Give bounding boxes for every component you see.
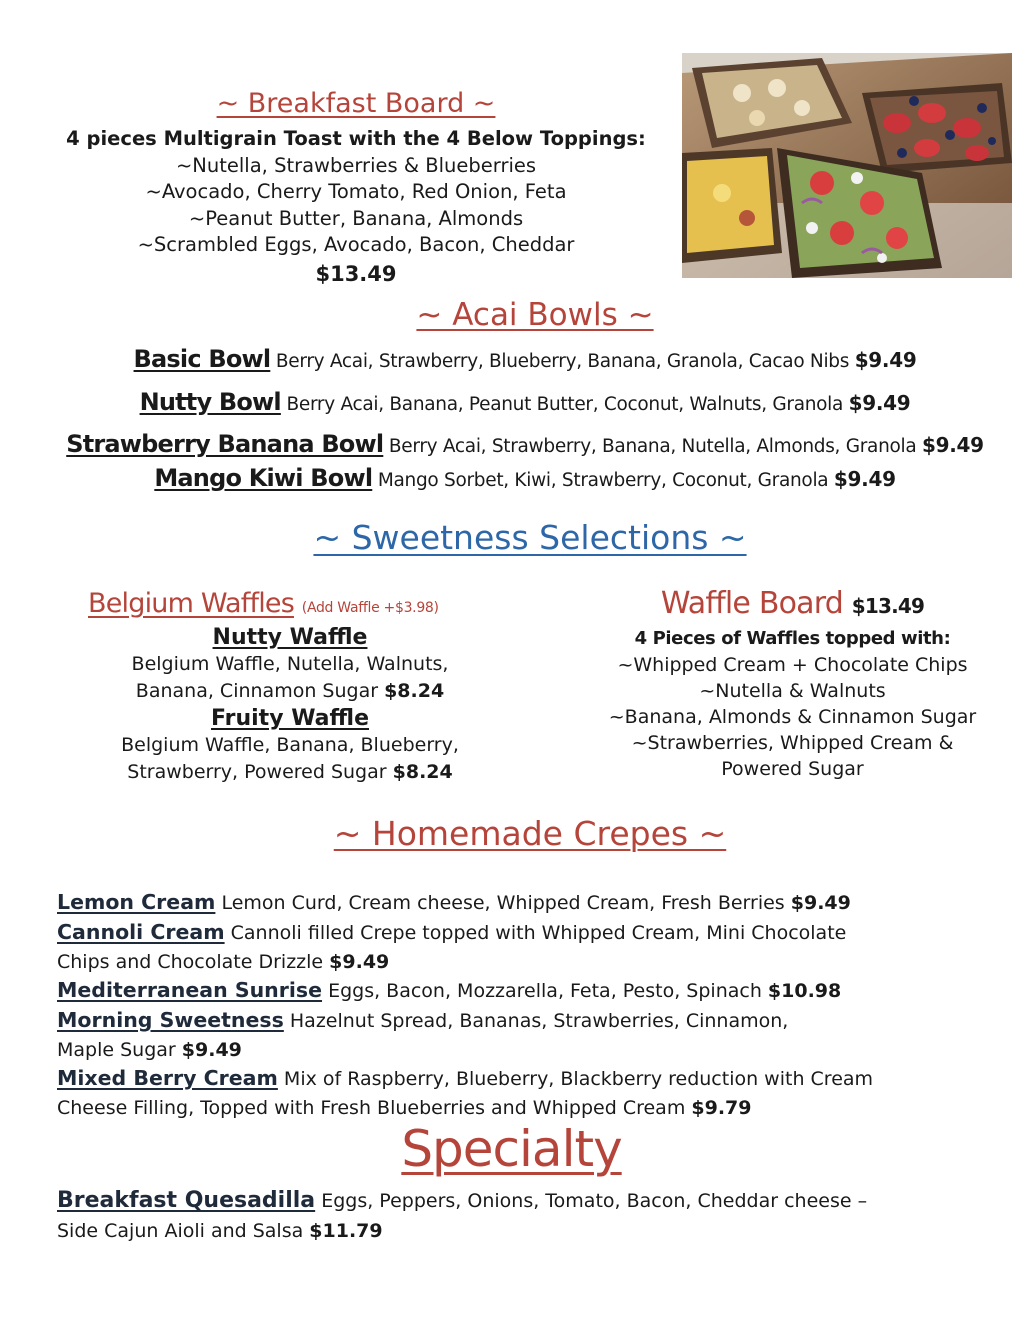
crepe-price: $9.49 [181,1039,242,1061]
crepe-price: $9.49 [790,892,851,914]
crepe-name: Cannoli Cream [57,920,225,944]
acai-item [60,464,990,492]
specialty-title: Specialty [401,1120,622,1178]
crepe-desc: Lemon Curd, Cream cheese, Whipped Cream, Fresh Berries [221,892,785,914]
waffle-desc-text: Banana, Cinnamon Sugar [135,680,379,702]
crepe-name: Morning Sweetness [57,1008,284,1032]
crepe-desc-cont-text: Chips and Chocolate Drizzle [57,951,324,973]
acai-item-desc: Mango Sorbet, Kiwi, Strawberry, Coconut, Granola [377,470,829,491]
breakfast-board-price: $13.49 [315,261,397,286]
topping-line: ~Avocado, Cherry Tomato, Red Onion, Feta [145,180,567,203]
waffle-board-subtitle: 4 Pieces of Waffles topped with: [634,628,951,649]
acai-item-name: Basic Bowl [133,345,271,373]
crepe-price: $9.49 [329,951,390,973]
crepe-desc-cont [57,1094,1017,1122]
waffle-board-details [560,626,1023,782]
waffle-desc-line: Belgium Waffle, Banana, Blueberry, [121,734,459,756]
belgium-waffles-heading: Belgium Waffles [88,588,294,619]
specialty-item [57,1186,1017,1246]
waffle-name: Nutty Waffle [212,625,368,650]
acai-item [60,430,990,458]
acai-bowls-title: ~ Acai Bowls ~ [416,297,654,333]
acai-item-name: Mango Kiwi Bowl [154,464,373,492]
crepe-item [57,888,1017,918]
crepe-name: Mixed Berry Cream [57,1066,278,1090]
breakfast-board-photo [682,53,1012,278]
crepe-item [57,1064,1017,1122]
breakfast-board-details [0,126,712,287]
waffle-board-line: ~Strawberries, Whipped Cream & [631,732,954,754]
crepe-item [57,918,1017,976]
waffle-price: $8.24 [384,680,445,702]
crepe-desc-cont [57,1036,1017,1064]
acai-item-name: Strawberry Banana Bowl [66,430,384,458]
waffle-desc-line [60,759,520,786]
specialty-desc-cont-text: Side Cajun Aioli and Salsa [57,1220,304,1242]
acai-item-price: $9.49 [922,433,984,457]
crepe-desc: Mix of Raspberry, Blueberry, Blackberry reduction with Cream [283,1068,874,1090]
specialty-name: Breakfast Quesadilla [57,1188,316,1213]
acai-item-name: Nutty Bowl [139,388,281,416]
breakfast-board-title: ~ Breakfast Board ~ [216,88,496,119]
topping-line: ~Peanut Butter, Banana, Almonds [188,206,524,230]
specialty-price: $11.79 [309,1220,383,1242]
acai-item [60,345,990,373]
crepe-name: Lemon Cream [57,890,216,914]
topping-line: ~Nutella, Strawberries & Blueberries [175,153,537,177]
belgium-waffles-list [60,624,520,786]
acai-item-desc: Berry Acai, Banana, Peanut Butter, Coconut, Walnuts, Granola [286,394,844,415]
crepe-name: Mediterranean Sunrise [57,978,323,1002]
acai-item-desc: Berry Acai, Strawberry, Blueberry, Banana, Granola, Cacao Nibs [275,351,850,372]
crepes-list [57,888,1017,1122]
waffle-board-line: Powered Sugar [721,758,864,780]
waffle-board-title [560,586,1023,621]
crepe-price: $10.98 [767,980,842,1002]
belgium-waffles-title [88,588,439,619]
acai-item [60,388,990,416]
waffle-desc-line: Belgium Waffle, Nutella, Walnuts, [131,653,449,675]
waffle-board-line: ~Whipped Cream + Chocolate Chips [617,654,968,676]
crepe-desc-cont-text: Maple Sugar [57,1039,176,1061]
waffle-name: Fruity Waffle [211,706,369,731]
crepe-price: $9.79 [691,1097,752,1119]
crepe-desc: Hazelnut Spread, Bananas, Strawberries, Cinnamon, [289,1010,789,1032]
breakfast-board-subtitle: 4 pieces Multigrain Toast with the 4 Below Toppings: [66,127,646,150]
add-waffle-note: (Add Waffle +$3.98) [301,600,439,616]
crepe-item [57,1006,1017,1064]
waffle-board-line: ~Nutella & Walnuts [699,680,886,702]
crepe-desc-cont-text: Cheese Filling, Topped with Fresh Blueberries and Whipped Cream [57,1097,686,1119]
waffle-board-price: $13.49 [851,594,925,618]
crepe-desc: Eggs, Bacon, Mozzarella, Feta, Pesto, Spinach [328,980,762,1002]
specialty-desc: Eggs, Peppers, Onions, Tomato, Bacon, Cheddar cheese – [321,1190,868,1212]
waffle-board-line: ~Banana, Almonds & Cinnamon Sugar [608,706,977,728]
specialty-desc-cont [57,1216,1017,1246]
acai-item-desc: Berry Acai, Strawberry, Banana, Nutella, Almonds, Granola [388,436,917,457]
crepe-desc-cont [57,948,1017,976]
crepe-item [57,976,1017,1006]
topping-line: ~Scrambled Eggs, Avocado, Bacon, Cheddar [137,233,575,256]
sweetness-selections-title: ~ Sweetness Selections ~ [313,518,747,557]
homemade-crepes-title: ~ Homemade Crepes ~ [333,814,727,853]
toast-photo-illustration [682,53,1012,278]
waffle-desc-text: Strawberry, Powered Sugar [127,761,387,783]
waffle-price: $8.24 [392,761,453,783]
acai-item-price: $9.49 [854,348,917,372]
acai-item-price: $9.49 [833,467,896,491]
crepe-desc: Cannoli filled Crepe topped with Whipped Cream, Mini Chocolate [230,922,847,944]
waffle-board-heading: Waffle Board [660,586,843,621]
waffle-desc-line [60,678,520,705]
acai-item-price: $9.49 [848,391,911,415]
